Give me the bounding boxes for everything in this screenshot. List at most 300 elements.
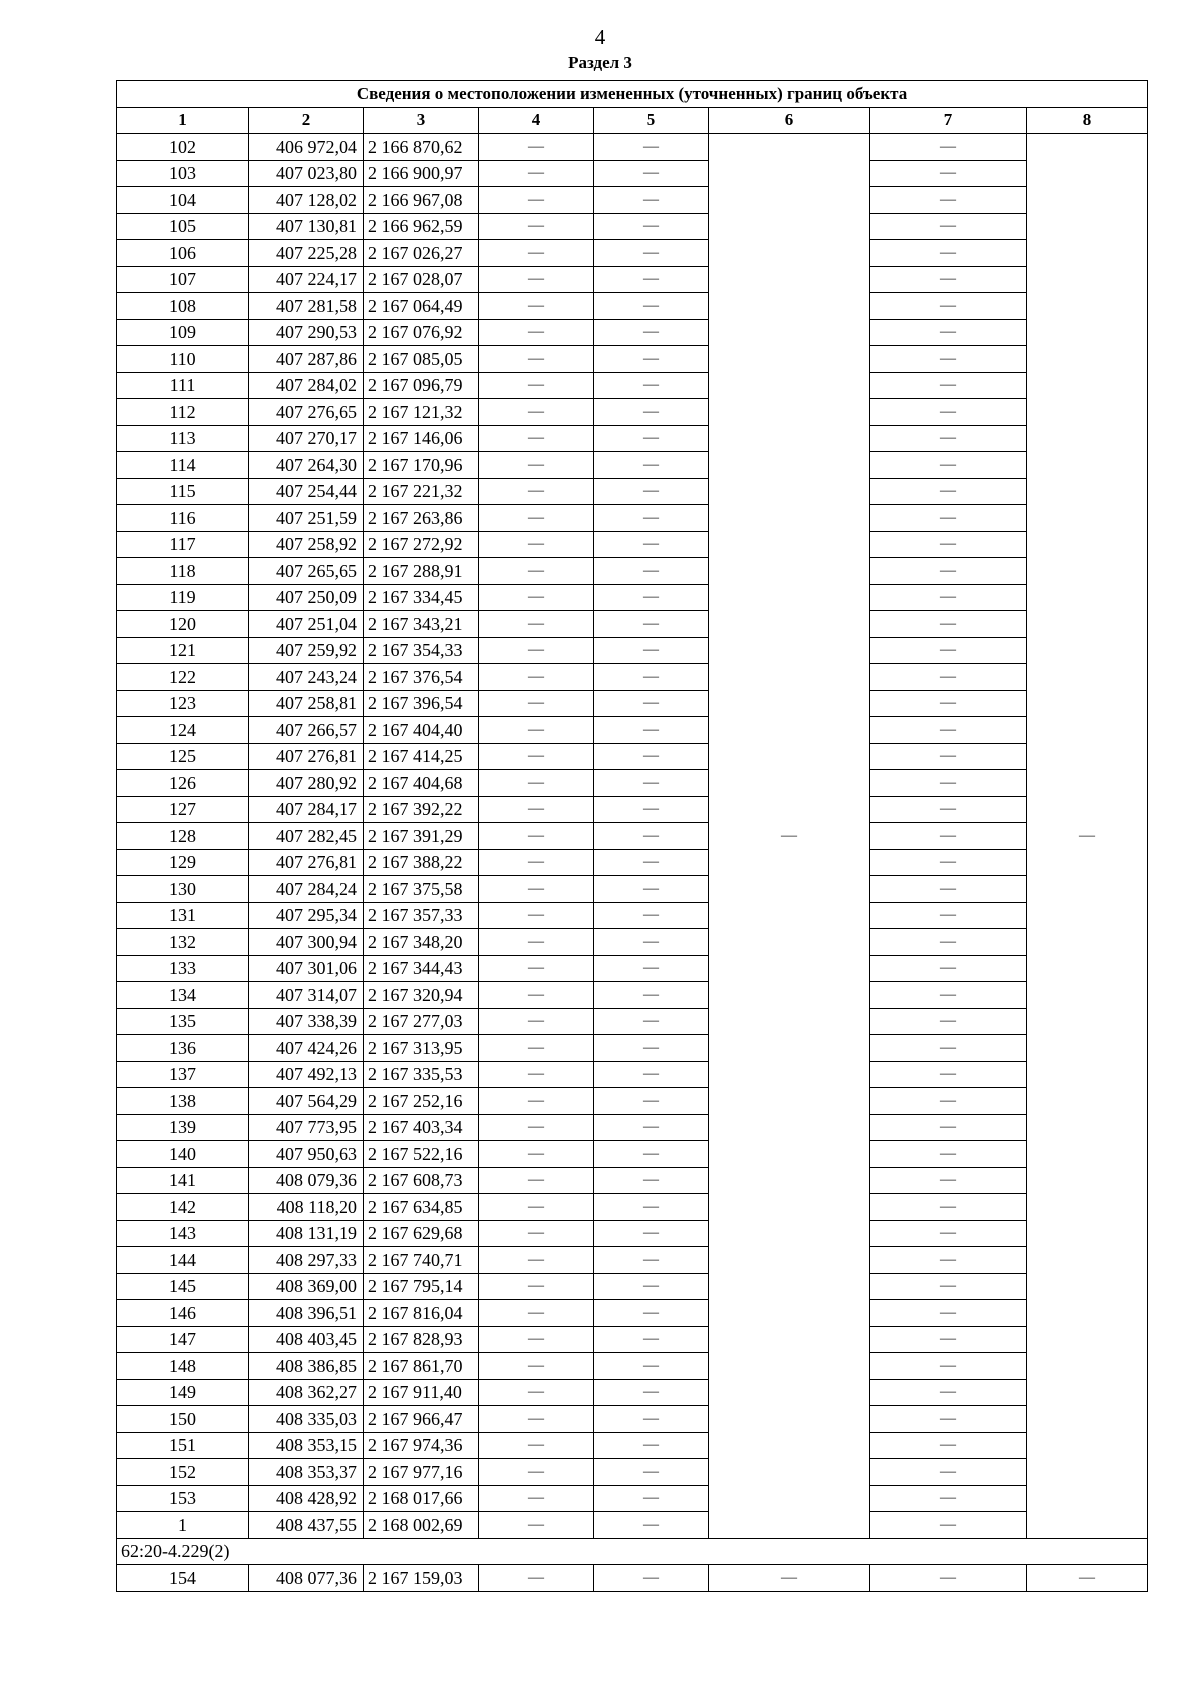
- col7-value: —: [870, 1247, 1027, 1274]
- col5-value: —: [594, 1273, 709, 1300]
- col8-value: —: [1027, 1565, 1148, 1592]
- coordinate-x: 407 287,86: [249, 346, 364, 373]
- coordinate-x: 407 282,45: [249, 823, 364, 850]
- col5-value: —: [594, 1061, 709, 1088]
- point-number: 129: [117, 849, 249, 876]
- col4-value: —: [479, 1379, 594, 1406]
- col4-value: —: [479, 293, 594, 320]
- table-row: [117, 743, 1148, 770]
- coordinate-y: 2 167 344,43: [364, 955, 479, 982]
- col7-value: —: [870, 611, 1027, 638]
- coordinate-x: 407 564,29: [249, 1088, 364, 1115]
- col7-value: —: [870, 1194, 1027, 1221]
- col5-value: —: [594, 505, 709, 532]
- coordinate-y: 2 167 608,73: [364, 1167, 479, 1194]
- table-row: [117, 1141, 1148, 1168]
- col5-value: —: [594, 531, 709, 558]
- point-number: 131: [117, 902, 249, 929]
- point-number: 126: [117, 770, 249, 797]
- col7-value: —: [870, 664, 1027, 691]
- col4-value: —: [479, 929, 594, 956]
- col4-value: —: [479, 1512, 594, 1539]
- col8-merged-value: —: [1027, 134, 1148, 1539]
- coordinate-y: 2 167 977,16: [364, 1459, 479, 1486]
- col4-value: —: [479, 876, 594, 903]
- table-row: [117, 160, 1148, 187]
- coordinate-x: 408 079,36: [249, 1167, 364, 1194]
- point-number: 105: [117, 213, 249, 240]
- coordinate-y: 2 167 634,85: [364, 1194, 479, 1221]
- col5-value: —: [594, 1008, 709, 1035]
- col4-value: —: [479, 399, 594, 426]
- coordinate-y: 2 166 900,97: [364, 160, 479, 187]
- col7-value: —: [870, 929, 1027, 956]
- table-row: [117, 1459, 1148, 1486]
- col5-value: —: [594, 823, 709, 850]
- col4-value: —: [479, 955, 594, 982]
- table-row: [117, 796, 1148, 823]
- point-number: 117: [117, 531, 249, 558]
- col7-value: —: [870, 1300, 1027, 1327]
- col7-value: —: [870, 955, 1027, 982]
- col7-value: —: [870, 690, 1027, 717]
- col4-value: —: [479, 1273, 594, 1300]
- col5-value: —: [594, 240, 709, 267]
- col4-value: —: [479, 1326, 594, 1353]
- col7-value: —: [870, 637, 1027, 664]
- col5-value: —: [594, 1300, 709, 1327]
- coordinate-x: 408 428,92: [249, 1485, 364, 1512]
- coordinate-y: 2 167 272,92: [364, 531, 479, 558]
- col7-value: —: [870, 1141, 1027, 1168]
- coordinate-y: 2 167 221,32: [364, 478, 479, 505]
- col5-value: —: [594, 187, 709, 214]
- col4-value: —: [479, 637, 594, 664]
- col4-value: —: [479, 1194, 594, 1221]
- col4-value: —: [479, 690, 594, 717]
- point-number: 103: [117, 160, 249, 187]
- table-row: [117, 1194, 1148, 1221]
- point-number: 146: [117, 1300, 249, 1327]
- col5-value: —: [594, 1194, 709, 1221]
- point-number: 134: [117, 982, 249, 1009]
- coordinate-x: 408 369,00: [249, 1273, 364, 1300]
- point-number: 121: [117, 637, 249, 664]
- col5-value: —: [594, 160, 709, 187]
- table-row: [117, 1167, 1148, 1194]
- table-row: [117, 876, 1148, 903]
- coordinate-y: 2 167 076,92: [364, 319, 479, 346]
- col5-value: —: [594, 1379, 709, 1406]
- table-row: [117, 1432, 1148, 1459]
- coordinate-x: 407 265,65: [249, 558, 364, 585]
- coordinate-x: 407 259,92: [249, 637, 364, 664]
- col5-value: —: [594, 1326, 709, 1353]
- table-row: [117, 1088, 1148, 1115]
- coordinate-x: 408 077,36: [249, 1565, 364, 1592]
- coordinate-x: 407 300,94: [249, 929, 364, 956]
- coordinate-x: 407 224,17: [249, 266, 364, 293]
- coordinate-y: 2 167 357,33: [364, 902, 479, 929]
- coordinate-x: 407 284,24: [249, 876, 364, 903]
- point-number: 150: [117, 1406, 249, 1433]
- col5-value: —: [594, 372, 709, 399]
- point-number: 124: [117, 717, 249, 744]
- col7-value: —: [870, 823, 1027, 850]
- coordinate-y: 2 167 288,91: [364, 558, 479, 585]
- col4-value: —: [479, 1220, 594, 1247]
- point-number: 136: [117, 1035, 249, 1062]
- coordinate-y: 2 167 170,96: [364, 452, 479, 479]
- coordinate-x: 407 773,95: [249, 1114, 364, 1141]
- coordinate-y: 2 167 403,34: [364, 1114, 479, 1141]
- table-row: [117, 1512, 1148, 1539]
- page-number: 4: [594, 25, 606, 49]
- table-row: [117, 690, 1148, 717]
- point-number: 142: [117, 1194, 249, 1221]
- col7-value: —: [870, 743, 1027, 770]
- coordinate-y: 2 167 974,36: [364, 1432, 479, 1459]
- coordinate-x: 407 276,81: [249, 849, 364, 876]
- coordinate-y: 2 167 026,27: [364, 240, 479, 267]
- col7-value: —: [870, 1432, 1027, 1459]
- table-row: [117, 505, 1148, 532]
- col5-value: —: [594, 346, 709, 373]
- col5-value: —: [594, 134, 709, 161]
- coordinate-y: 2 167 096,79: [364, 372, 479, 399]
- col5-value: —: [594, 690, 709, 717]
- coordinate-y: 2 167 911,40: [364, 1379, 479, 1406]
- table-row: [117, 1379, 1148, 1406]
- col5-value: —: [594, 637, 709, 664]
- coordinate-y: 2 167 320,94: [364, 982, 479, 1009]
- col7-value: —: [870, 346, 1027, 373]
- point-number: 139: [117, 1114, 249, 1141]
- point-number: 154: [117, 1565, 249, 1592]
- coordinate-y: 2 167 740,71: [364, 1247, 479, 1274]
- col7-value: —: [870, 478, 1027, 505]
- col4-value: —: [479, 1300, 594, 1327]
- coordinate-y: 2 167 414,25: [364, 743, 479, 770]
- table-row: [117, 1273, 1148, 1300]
- coordinate-x: 407 130,81: [249, 213, 364, 240]
- point-number: 148: [117, 1353, 249, 1380]
- point-number: 125: [117, 743, 249, 770]
- coordinate-x: 407 950,63: [249, 1141, 364, 1168]
- coordinate-x: 408 437,55: [249, 1512, 364, 1539]
- table-row: [117, 1406, 1148, 1433]
- point-number: 141: [117, 1167, 249, 1194]
- col7-value: —: [870, 1273, 1027, 1300]
- col7-value: —: [870, 505, 1027, 532]
- table-row: [117, 1114, 1148, 1141]
- col5-value: —: [594, 664, 709, 691]
- col4-value: —: [479, 770, 594, 797]
- coordinate-y: 2 167 404,68: [364, 770, 479, 797]
- col7-value: —: [870, 1035, 1027, 1062]
- col7-value: —: [870, 1061, 1027, 1088]
- table-row: [117, 425, 1148, 452]
- table-row: [117, 372, 1148, 399]
- point-number: 118: [117, 558, 249, 585]
- table-row: [117, 1061, 1148, 1088]
- point-number: 119: [117, 584, 249, 611]
- coordinate-x: 407 270,17: [249, 425, 364, 452]
- point-number: 109: [117, 319, 249, 346]
- table-row: [117, 849, 1148, 876]
- col5-value: —: [594, 1114, 709, 1141]
- col7-value: —: [870, 770, 1027, 797]
- col4-value: —: [479, 902, 594, 929]
- point-number: 127: [117, 796, 249, 823]
- coordinate-y: 2 167 263,86: [364, 505, 479, 532]
- coordinate-x: 407 258,81: [249, 690, 364, 717]
- coordinate-x: 407 023,80: [249, 160, 364, 187]
- col7-value: —: [870, 1565, 1027, 1592]
- col4-value: —: [479, 478, 594, 505]
- col7-value: —: [870, 531, 1027, 558]
- coordinate-x: 407 254,44: [249, 478, 364, 505]
- col5-value: —: [594, 743, 709, 770]
- col7-value: —: [870, 372, 1027, 399]
- col4-value: —: [479, 160, 594, 187]
- coordinate-x: 407 280,92: [249, 770, 364, 797]
- point-number: 115: [117, 478, 249, 505]
- col7-value: —: [870, 1220, 1027, 1247]
- col5-value: —: [594, 293, 709, 320]
- coordinate-x: 407 301,06: [249, 955, 364, 982]
- coordinate-y: 2 167 396,54: [364, 690, 479, 717]
- col5-value: —: [594, 1220, 709, 1247]
- coordinate-x: 407 424,26: [249, 1035, 364, 1062]
- table-row: [117, 1300, 1148, 1327]
- coordinate-x: 406 972,04: [249, 134, 364, 161]
- caption-row: [117, 81, 1148, 108]
- point-number: 135: [117, 1008, 249, 1035]
- coordinate-x: 407 243,24: [249, 664, 364, 691]
- col5-value: —: [594, 982, 709, 1009]
- coordinate-x: 407 258,92: [249, 531, 364, 558]
- col5-value: —: [594, 955, 709, 982]
- table-row: [117, 1247, 1148, 1274]
- col7-value: —: [870, 876, 1027, 903]
- col5-value: —: [594, 319, 709, 346]
- coordinate-y: 2 167 146,06: [364, 425, 479, 452]
- col4-value: —: [479, 823, 594, 850]
- point-number: 151: [117, 1432, 249, 1459]
- coordinate-y: 2 166 967,08: [364, 187, 479, 214]
- table-row: [117, 929, 1148, 956]
- col7-value: —: [870, 1485, 1027, 1512]
- point-number: 122: [117, 664, 249, 691]
- coordinate-x: 407 128,02: [249, 187, 364, 214]
- coordinate-x: 407 276,81: [249, 743, 364, 770]
- col4-value: —: [479, 319, 594, 346]
- col4-value: —: [479, 187, 594, 214]
- column-header-5: 5: [594, 107, 709, 134]
- coordinate-y: 2 167 159,03: [364, 1565, 479, 1592]
- col7-value: —: [870, 1353, 1027, 1380]
- col5-value: —: [594, 213, 709, 240]
- col5-value: —: [594, 849, 709, 876]
- coordinate-x: 407 225,28: [249, 240, 364, 267]
- table-row: [117, 770, 1148, 797]
- col5-value: —: [594, 425, 709, 452]
- point-number: 133: [117, 955, 249, 982]
- col6-merged-value: —: [709, 134, 870, 1539]
- table-row: [117, 664, 1148, 691]
- col4-value: —: [479, 1035, 594, 1062]
- col4-value: —: [479, 1088, 594, 1115]
- col7-value: —: [870, 558, 1027, 585]
- coordinate-x: 407 338,39: [249, 1008, 364, 1035]
- col5-value: —: [594, 929, 709, 956]
- coordinate-x: 407 264,30: [249, 452, 364, 479]
- col4-value: —: [479, 266, 594, 293]
- col5-value: —: [594, 452, 709, 479]
- col5-value: —: [594, 717, 709, 744]
- col4-value: —: [479, 1247, 594, 1274]
- point-number: 107: [117, 266, 249, 293]
- point-number: 132: [117, 929, 249, 956]
- coordinate-y: 2 167 313,95: [364, 1035, 479, 1062]
- coordinate-y: 2 166 962,59: [364, 213, 479, 240]
- col7-value: —: [870, 1088, 1027, 1115]
- column-header-1: 1: [117, 107, 249, 134]
- col7-value: —: [870, 584, 1027, 611]
- col7-value: —: [870, 213, 1027, 240]
- column-header-4: 4: [479, 107, 594, 134]
- table-row: [117, 637, 1148, 664]
- col4-value: —: [479, 982, 594, 1009]
- col4-value: —: [479, 346, 594, 373]
- col4-value: —: [479, 1432, 594, 1459]
- coordinate-x: 408 362,27: [249, 1379, 364, 1406]
- col4-value: —: [479, 1141, 594, 1168]
- col4-value: —: [479, 531, 594, 558]
- col4-value: —: [479, 611, 594, 638]
- col7-value: —: [870, 1114, 1027, 1141]
- col5-value: —: [594, 1247, 709, 1274]
- col7-value: —: [870, 1167, 1027, 1194]
- table-row: [117, 266, 1148, 293]
- table-row: [117, 611, 1148, 638]
- col5-value: —: [594, 558, 709, 585]
- coordinate-y: 2 167 343,21: [364, 611, 479, 638]
- coordinate-y: 2 167 348,20: [364, 929, 479, 956]
- col4-value: —: [479, 1485, 594, 1512]
- col7-value: —: [870, 717, 1027, 744]
- table-body: [117, 134, 1148, 1592]
- coordinate-y: 2 167 522,16: [364, 1141, 479, 1168]
- column-header-3: 3: [364, 107, 479, 134]
- table-row: [117, 584, 1148, 611]
- col4-value: —: [479, 425, 594, 452]
- point-number: 138: [117, 1088, 249, 1115]
- coordinate-x: 408 353,37: [249, 1459, 364, 1486]
- point-number: 145: [117, 1273, 249, 1300]
- table-row: [117, 1035, 1148, 1062]
- col7-value: —: [870, 240, 1027, 267]
- col4-value: —: [479, 1008, 594, 1035]
- col4-value: —: [479, 213, 594, 240]
- table-caption: Сведения о местоположении измененных (уточненных) границ объекта: [117, 81, 1148, 108]
- point-number: 152: [117, 1459, 249, 1486]
- column-header-row: [117, 107, 1148, 134]
- col4-value: —: [479, 1406, 594, 1433]
- table-row: [117, 1008, 1148, 1035]
- col4-value: —: [479, 1353, 594, 1380]
- column-header-6: 6: [709, 107, 870, 134]
- table-row: [117, 452, 1148, 479]
- col7-value: —: [870, 293, 1027, 320]
- point-number: 114: [117, 452, 249, 479]
- table-row: [117, 558, 1148, 585]
- point-number: 137: [117, 1061, 249, 1088]
- col5-value: —: [594, 1088, 709, 1115]
- col4-value: —: [479, 1565, 594, 1592]
- point-number: 144: [117, 1247, 249, 1274]
- table-row: [117, 982, 1148, 1009]
- col4-value: —: [479, 134, 594, 161]
- coordinate-x: 407 250,09: [249, 584, 364, 611]
- coordinate-y: 2 166 870,62: [364, 134, 479, 161]
- col7-value: —: [870, 1459, 1027, 1486]
- column-header-8: 8: [1027, 107, 1148, 134]
- col7-value: —: [870, 452, 1027, 479]
- col5-value: —: [594, 1432, 709, 1459]
- point-number: 116: [117, 505, 249, 532]
- col4-value: —: [479, 1114, 594, 1141]
- coordinate-y: 2 167 064,49: [364, 293, 479, 320]
- coordinate-x: 407 276,65: [249, 399, 364, 426]
- coordinate-x: 408 386,85: [249, 1353, 364, 1380]
- coordinate-y: 2 167 121,32: [364, 399, 479, 426]
- coordinate-x: 408 335,03: [249, 1406, 364, 1433]
- coordinate-x: 408 403,45: [249, 1326, 364, 1353]
- point-number: 106: [117, 240, 249, 267]
- col5-value: —: [594, 1141, 709, 1168]
- col7-value: —: [870, 319, 1027, 346]
- col4-value: —: [479, 1167, 594, 1194]
- coordinates-table: [116, 80, 1148, 1592]
- col7-value: —: [870, 1379, 1027, 1406]
- col4-value: —: [479, 558, 594, 585]
- table-row: [117, 213, 1148, 240]
- col4-value: —: [479, 372, 594, 399]
- col5-value: —: [594, 1035, 709, 1062]
- col4-value: —: [479, 796, 594, 823]
- subsection-label: 62:20-4.229(2): [117, 1538, 1148, 1565]
- col5-value: —: [594, 399, 709, 426]
- table-row: [117, 1353, 1148, 1380]
- coordinate-x: 408 396,51: [249, 1300, 364, 1327]
- coordinate-y: 2 167 828,93: [364, 1326, 479, 1353]
- coordinate-y: 2 167 388,22: [364, 849, 479, 876]
- col5-value: —: [594, 796, 709, 823]
- point-number: 147: [117, 1326, 249, 1353]
- point-number: 110: [117, 346, 249, 373]
- coordinate-y: 2 167 795,14: [364, 1273, 479, 1300]
- column-header-2: 2: [249, 107, 364, 134]
- col7-value: —: [870, 982, 1027, 1009]
- coordinate-y: 2 168 017,66: [364, 1485, 479, 1512]
- point-number: 140: [117, 1141, 249, 1168]
- col4-value: —: [479, 1459, 594, 1486]
- coordinate-x: 408 131,19: [249, 1220, 364, 1247]
- table-row: [117, 293, 1148, 320]
- col4-value: —: [479, 452, 594, 479]
